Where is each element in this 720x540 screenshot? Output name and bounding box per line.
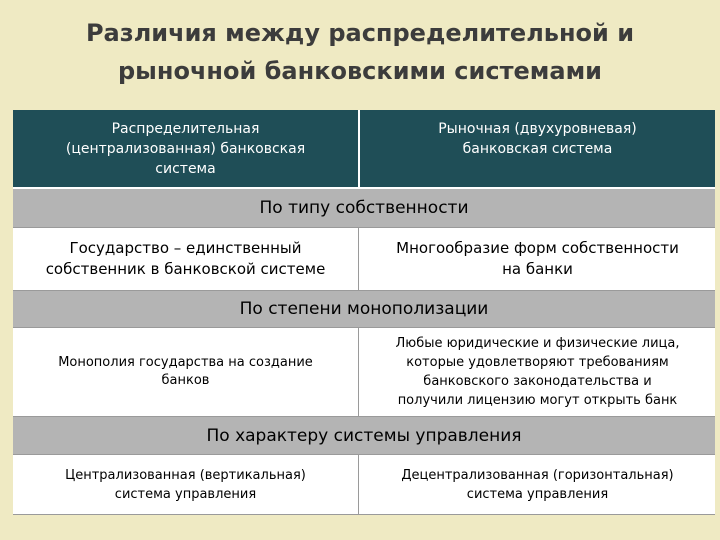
comparison-table <box>13 110 715 515</box>
section-heading-management <box>13 417 715 454</box>
monopolization-right-cell <box>360 328 715 416</box>
cell-line: Централизованная (вертикальная) <box>65 468 306 483</box>
section-heading-text: По типу собственности <box>259 198 469 218</box>
ownership-right-cell <box>360 228 715 290</box>
header-left-line: (централизованная) банковская <box>65 140 306 157</box>
section-heading-text: По степени монополизации <box>239 299 489 319</box>
column-divider <box>358 455 359 515</box>
column-divider <box>358 328 359 416</box>
cell-line: на банки <box>502 260 573 278</box>
cell-line: Монополия государства на создание <box>58 355 313 370</box>
slide-title <box>0 14 720 90</box>
column-divider <box>358 228 359 290</box>
cell-line: Любые юридические и физические лица, <box>395 336 680 351</box>
cell-line: Децентрализованная (горизонтальная) <box>401 468 674 483</box>
cell-line: Государство – единственный <box>69 239 302 257</box>
header-right-line: банковская система <box>462 141 613 157</box>
row-divider <box>13 290 715 291</box>
monopolization-left-cell <box>13 328 358 416</box>
title-line-1: Различия между распределительной и <box>85 19 635 47</box>
cell-line: получили лицензию могут открыть банк <box>397 393 678 408</box>
header-left-cell <box>13 110 358 187</box>
header-left-line: система <box>155 160 216 177</box>
cell-line: банков <box>161 373 210 388</box>
row-divider <box>13 454 715 455</box>
cell-line: банковского законодательства и <box>423 374 652 389</box>
header-left-line: Распределительная <box>111 120 260 137</box>
row-divider <box>13 416 715 417</box>
ownership-left-cell <box>13 228 358 290</box>
management-right-cell <box>360 455 715 515</box>
management-left-cell <box>13 455 358 515</box>
cell-line: Многообразие форм собственности <box>396 239 679 257</box>
section-heading-monopolization <box>13 291 715 327</box>
row-divider <box>13 327 715 328</box>
cell-line: система управления <box>466 487 609 502</box>
cell-line: собственник в банковской системе <box>45 260 326 278</box>
header-right-cell <box>360 110 715 187</box>
title-line-2: рыночной банковскими системами <box>118 57 602 85</box>
cell-line: система управления <box>114 487 257 502</box>
header-right-line: Рыночная (двухуровневая) <box>438 121 637 137</box>
cell-line: которые удовлетворяют требованиям <box>406 355 669 370</box>
section-heading-ownership <box>13 189 715 227</box>
row-divider <box>13 514 715 515</box>
section-heading-text: По характеру системы управления <box>206 425 522 446</box>
row-divider <box>13 227 715 228</box>
